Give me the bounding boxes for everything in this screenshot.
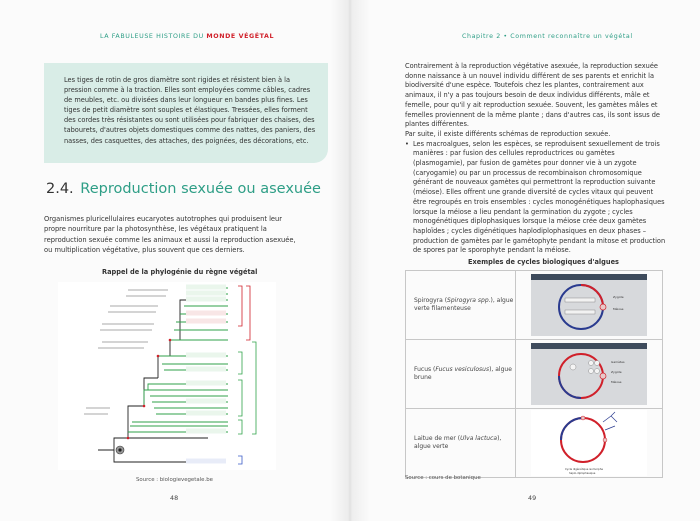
cycle-label-post: ), algue verte filamenteuse xyxy=(414,296,514,312)
figure-source: Source : biologievegetale.be xyxy=(136,477,213,483)
cycle-label-pre: Spirogyra ( xyxy=(414,296,448,304)
table-row xyxy=(406,409,663,478)
cycle-diagram-cell xyxy=(515,409,662,478)
cycle-label xyxy=(406,340,516,409)
cycle-label xyxy=(406,271,516,340)
body-paragraph-2: Par suite, il existe différents schémas de reproduction sexuée. xyxy=(405,129,611,138)
section-number: 2.4. xyxy=(46,181,74,197)
cycle-label-post: ), algue verte xyxy=(414,434,502,450)
body-paragraph-1: Contrairement à la reproduction végétative asexuée, la reproduction sexuée donne naissance à un nouvel individu différent de ses parents et enrichit la biodiversité d'une espèce. Toutefois chez les plantes, contrairement aux animaux, il n'y a pas toujours besoin de deux individus différents, mâle et femelle, pour qu'il y ait reproduction sexuée. Souvent, les gamètes mâles et femelles proviennent de la même plante ; dans d'autres cas, ils sont issus de plantes différentes. xyxy=(405,62,660,129)
svg-text:haplo-diplophasique: haplo-diplophasique xyxy=(568,472,596,475)
svg-text:Zygote: Zygote xyxy=(612,295,624,299)
spirogyra-cycle-diagram xyxy=(531,274,647,336)
intro-paragraph: Organismes pluricellulaires eucaryotes autotrophes qui produisent leur propre nourriture par la photosynthèse, les végétaux pratiquent la reproduction sexuée comme les animaux et aussi la reproduction asexuée, ou multiplication végétative, plus souvent que ces derniers. xyxy=(44,215,296,254)
cycle-label-species: Spirogyra spp. xyxy=(447,296,491,304)
phylogeny-tree-figure xyxy=(58,282,276,470)
svg-text:Cycle digénétique isomorphe: Cycle digénétique isomorphe xyxy=(564,468,603,471)
book-gutter-shadow xyxy=(330,0,370,521)
page-number-left: 48 xyxy=(170,494,179,502)
figure-title: Rappel de la phylogénie du règne végétal xyxy=(102,268,258,276)
cycle-label xyxy=(406,409,516,478)
page-number-right: 49 xyxy=(528,494,537,502)
ulva-cycle-diagram xyxy=(531,410,647,476)
bullet-macroalgues: • Les macroalgues, selon les espèces, se reproduisent sexuellement de trois manières : par fusion des cellules reproductrices ou gamètes (plasmogamie), par fusion de gamètes pour donner vie à un zygote (caryogamie) ou par un processus de recombinaison chromosomique générant de nouveaux gamètes qui permettront la reproduction suivante (méiose). Elles offrent une grande diversité de cycles vitaux qui peuvent être regroupés en trois ensembles : cycles monogénétiques haplophasiques lorsque la méiose a lieu pendant la germination du zygote ; cycles monogénétiques diplophasiques lorsque la méiose crée deux gamètes haploïdes ; cycles digénétiques haplodiplophasiques en deux phases – production de gamètes par le gamétophyte pendant la mitose et production de spores par le sporophyte pendant la méiose. xyxy=(405,140,667,256)
table-row xyxy=(406,271,663,340)
cycle-label-post: ), algue brune xyxy=(414,365,512,381)
running-head-right: Chapitre 2 • Comment reconnaître un végétal xyxy=(462,33,633,40)
cycle-diagram-cell xyxy=(515,271,662,340)
running-head-left xyxy=(100,33,274,40)
callout-box xyxy=(44,63,328,163)
svg-text:Zygote: Zygote xyxy=(610,370,622,374)
svg-text:Méiose: Méiose xyxy=(610,380,622,384)
table-source: Source : cours de botanique xyxy=(405,475,481,481)
cycle-label-species: Fucus vesiculosus xyxy=(435,365,490,373)
right-page xyxy=(350,0,700,521)
running-head-highlight: MONDE VÉGÉTAL xyxy=(206,33,275,40)
cycle-label-pre: Laitue de mer ( xyxy=(414,434,461,442)
table-title: Exemples de cycles biologiques d'algues xyxy=(468,258,619,266)
svg-text:Méiose: Méiose xyxy=(612,307,624,311)
svg-text:Gamètes: Gamètes xyxy=(610,360,625,364)
section-heading xyxy=(46,181,321,197)
cycle-label-pre: Fucus ( xyxy=(414,365,436,373)
table-row xyxy=(406,340,663,409)
right-body-text xyxy=(405,62,667,256)
fucus-cycle-diagram xyxy=(531,343,647,405)
running-head-prefix: LA FABULEUSE HISTOIRE DU xyxy=(100,33,207,40)
section-title: Reproduction sexuée ou asexuée xyxy=(80,181,321,197)
cycle-diagram-cell xyxy=(515,340,662,409)
cycle-label-species: Ulva lactuca xyxy=(460,434,498,442)
algae-cycles-table xyxy=(405,270,663,478)
callout-text: Les tiges de rotin de gros diamètre sont rigides et résistent bien à la pression comme à la traction. Elles sont employées comme câbles, cadres de meubles, etc. ou divisées dans leur longueur en bandes plus fines. Les tiges de petit diamètre sont souples et élastiques. Tressées, elles forment des cordes très résistantes ou sont utilisées pour fabriquer des chaises, des tabourets, d'autres objets domestiques comme des nattes, des paniers, des nasses, des casquettes, des attaches, des poignées, des décorations, etc. xyxy=(64,76,316,145)
